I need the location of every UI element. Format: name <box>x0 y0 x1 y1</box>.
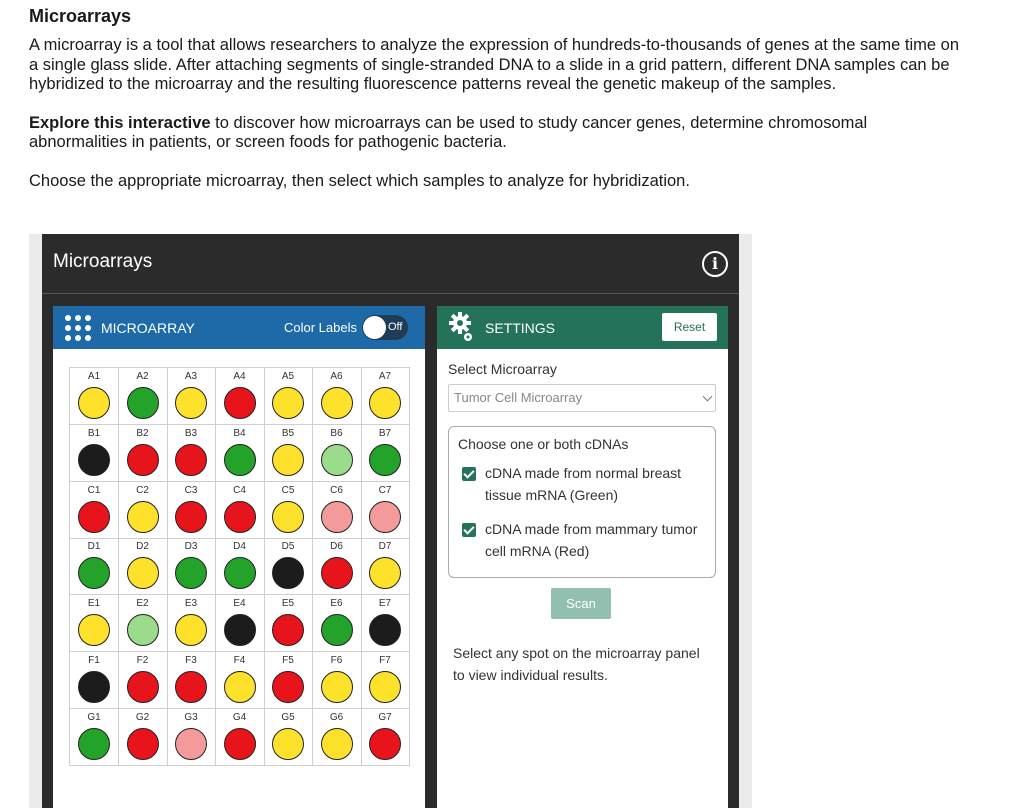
spot-label: C6 <box>330 484 343 496</box>
spot-label: D6 <box>330 541 343 553</box>
grid-dots-icon <box>65 315 91 341</box>
microarray-panel-title: MICROARRAY <box>101 320 195 336</box>
spot-label: E2 <box>136 598 149 610</box>
spot-cell-b7[interactable] <box>361 425 410 482</box>
microarray-spot[interactable] <box>175 501 207 533</box>
spot-cell-f2[interactable] <box>119 652 168 709</box>
spot-cell-a5[interactable] <box>264 368 313 425</box>
microarray-select-value: Tumor Cell Microarray <box>454 390 583 405</box>
spot-label: A2 <box>136 371 149 382</box>
spot-cell-e4[interactable] <box>216 595 265 652</box>
spot-label: A6 <box>330 371 343 382</box>
microarray-spot[interactable] <box>369 614 401 646</box>
spot-label: C4 <box>233 484 246 496</box>
spot-label: C3 <box>184 484 198 496</box>
spot-cell-b1[interactable] <box>70 425 119 482</box>
spot-label: F3 <box>185 655 197 666</box>
microarray-spot[interactable] <box>127 728 159 760</box>
spot-label: F6 <box>330 655 343 666</box>
microarray-spot[interactable] <box>272 614 304 646</box>
spot-cell-c2[interactable] <box>119 482 168 539</box>
spot-label: E1 <box>87 598 101 610</box>
microarray-spot[interactable] <box>224 444 256 476</box>
microarray-spot[interactable] <box>127 671 159 703</box>
microarray-spot[interactable] <box>272 728 304 760</box>
spot-label: F4 <box>233 655 246 666</box>
spot-label: E7 <box>378 598 392 610</box>
info-icon[interactable]: i <box>702 251 728 277</box>
spot-cell-b5[interactable] <box>264 425 313 482</box>
spot-label: C2 <box>136 484 149 496</box>
cdna-tumor-label: cDNA made from mammary tumor cell mRNA (Red) <box>485 521 698 559</box>
spot-label: F7 <box>379 655 391 666</box>
spot-label: G4 <box>232 711 247 723</box>
microarray-spot[interactable] <box>175 557 207 589</box>
spot-cell-c7[interactable] <box>361 482 410 539</box>
microarrays-app <box>42 234 739 808</box>
spot-cell-a1[interactable] <box>70 368 119 425</box>
cdna-normal-option[interactable] <box>462 462 712 506</box>
cdna-options-box <box>448 426 716 578</box>
intro-paragraph: A microarray is a tool that allows researchers to analyze the expression of hundreds-to-thousands of genes at the same time on a single glass slide. After attaching segments of single-stranded DNA to a slide in a grid pattern, different DNA samples can be hybridized to the microarray and the resulting fluorescence patterns reveal the genetic makeup of the samples. <box>29 36 959 93</box>
spot-label: E6 <box>330 598 343 610</box>
spot-cell-e5[interactable] <box>264 595 313 652</box>
microarray-spot[interactable] <box>224 387 256 419</box>
cdna-tumor-option[interactable] <box>462 518 712 562</box>
spot-cell-f1[interactable] <box>70 652 119 709</box>
cdna-normal-label: cDNA made from normal breast tissue mRNA (Green) <box>485 465 682 503</box>
spot-cell-g5[interactable] <box>264 709 313 766</box>
spot-cell-b4[interactable] <box>216 425 265 482</box>
microarray-spot[interactable] <box>78 444 110 476</box>
microarray-spot[interactable] <box>78 501 110 533</box>
microarray-spot[interactable] <box>321 444 353 476</box>
spot-cell-a2[interactable] <box>119 368 168 425</box>
explore-paragraph <box>29 114 969 153</box>
microarray-panel-header <box>53 306 425 349</box>
spot-label: A3 <box>184 371 198 382</box>
spot-label: B3 <box>184 427 198 439</box>
spot-label: B5 <box>281 427 295 439</box>
spot-cell-d7[interactable] <box>361 538 410 595</box>
spot-label: B7 <box>378 427 392 439</box>
spot-label: D3 <box>184 541 198 553</box>
microarray-spot[interactable] <box>369 671 401 703</box>
spot-cell-a4[interactable] <box>216 368 265 425</box>
spot-cell-a6[interactable] <box>313 368 362 425</box>
microarray-spot[interactable] <box>78 614 110 646</box>
microarray-spot[interactable] <box>272 444 304 476</box>
microarray-spot[interactable] <box>369 444 401 476</box>
spot-cell-g6[interactable] <box>313 709 362 766</box>
microarray-spot[interactable] <box>272 501 304 533</box>
microarray-spot[interactable] <box>369 557 401 589</box>
microarray-spot[interactable] <box>224 614 256 646</box>
spot-label: D7 <box>378 541 392 553</box>
spot-cell-g4[interactable] <box>216 709 265 766</box>
checkbox-checked-icon[interactable] <box>462 523 476 537</box>
color-labels-label: Color Labels <box>284 320 357 335</box>
spot-label: G2 <box>135 711 150 723</box>
spot-cell-a7[interactable] <box>361 368 410 425</box>
microarray-spot[interactable] <box>78 557 110 589</box>
spot-label: A5 <box>281 371 295 382</box>
spot-cell-e3[interactable] <box>167 595 216 652</box>
instruction-text: Choose the appropriate microarray, then select which samples to analyze for hybridization. <box>29 171 690 190</box>
intro-section <box>29 0 969 191</box>
microarray-spot[interactable] <box>369 501 401 533</box>
microarray-spot[interactable] <box>78 671 110 703</box>
microarray-spot[interactable] <box>175 671 207 703</box>
microarray-spot[interactable] <box>272 557 304 589</box>
microarray-spot[interactable] <box>321 728 353 760</box>
toggle-state-label: Off <box>388 321 403 333</box>
spot-cell-g3[interactable] <box>167 709 216 766</box>
spot-label: D1 <box>87 541 101 553</box>
spot-cell-c4[interactable] <box>216 482 265 539</box>
microarray-spot[interactable] <box>224 671 256 703</box>
spot-label: G1 <box>87 711 101 723</box>
microarray-select[interactable] <box>448 384 716 412</box>
spot-cell-f7[interactable] <box>361 652 410 709</box>
microarray-spot[interactable] <box>224 728 256 760</box>
spot-label: D4 <box>233 541 246 553</box>
microarray-spot[interactable] <box>175 728 207 760</box>
spot-label: E5 <box>281 598 295 610</box>
spot-label: B6 <box>330 427 343 439</box>
spot-label: G5 <box>281 711 295 723</box>
spot-cell-d6[interactable] <box>313 538 362 595</box>
microarray-spot[interactable] <box>369 387 401 419</box>
spot-label: B4 <box>233 427 246 439</box>
microarray-spot[interactable] <box>78 728 110 760</box>
microarray-spot[interactable] <box>175 444 207 476</box>
spot-label: E4 <box>233 598 246 610</box>
spot-cell-d5[interactable] <box>264 538 313 595</box>
hint-text: Select any spot on the microarray panel to view individual results. <box>453 645 700 683</box>
spot-cell-d3[interactable] <box>167 538 216 595</box>
microarray-grid <box>69 367 410 766</box>
microarray-spot[interactable] <box>321 614 353 646</box>
color-labels-toggle[interactable] <box>362 315 408 340</box>
spot-label: B1 <box>87 427 101 439</box>
spot-label: G3 <box>184 711 198 723</box>
spot-label: B2 <box>136 427 149 439</box>
microarray-spot[interactable] <box>369 728 401 760</box>
app-title: Microarrays <box>53 251 153 272</box>
app-header <box>42 234 739 294</box>
interactive-widget <box>29 234 752 808</box>
microarray-spot[interactable] <box>175 387 207 419</box>
spot-label: G7 <box>378 711 392 723</box>
spot-label: G6 <box>329 711 344 723</box>
microarray-spot[interactable] <box>127 501 159 533</box>
microarray-spot[interactable] <box>127 614 159 646</box>
explore-text: to discover how microarrays can be used to study cancer genes, determine chromosomal abnormalities in patients, or screen foods for pathogenic bacteria. <box>29 113 868 151</box>
cdna-options-title: Choose one or both cDNAs <box>458 436 629 452</box>
spot-cell-c3[interactable] <box>167 482 216 539</box>
spot-cell-e1[interactable] <box>70 595 119 652</box>
explore-bold-text: Explore this interactive <box>29 113 211 132</box>
spot-cell-b3[interactable] <box>167 425 216 482</box>
microarray-spot[interactable] <box>321 557 353 589</box>
spot-label: E3 <box>184 598 198 610</box>
gear-icon <box>448 310 474 344</box>
microarray-spot[interactable] <box>272 387 304 419</box>
spot-label: A4 <box>233 371 246 382</box>
settings-panel-header <box>437 306 728 349</box>
spot-label: F2 <box>136 655 149 666</box>
spot-cell-f3[interactable] <box>167 652 216 709</box>
page-title: Microarrays <box>29 6 132 26</box>
settings-panel-title: SETTINGS <box>485 320 556 336</box>
microarray-spot[interactable] <box>127 444 159 476</box>
spot-label: F5 <box>282 655 294 666</box>
spot-cell-e2[interactable] <box>119 595 168 652</box>
spot-label: C1 <box>87 484 101 496</box>
reset-button[interactable]: Reset <box>662 313 717 341</box>
spot-cell-d2[interactable] <box>119 538 168 595</box>
scan-button[interactable]: Scan <box>551 588 611 619</box>
microarray-spot[interactable] <box>175 614 207 646</box>
spot-label: A7 <box>378 371 392 382</box>
spot-label: A1 <box>87 371 101 382</box>
spot-cell-b2[interactable] <box>119 425 168 482</box>
spot-cell-e7[interactable] <box>361 595 410 652</box>
spot-label: F1 <box>88 655 100 666</box>
spot-cell-c5[interactable] <box>264 482 313 539</box>
spot-cell-b6[interactable] <box>313 425 362 482</box>
spot-cell-e6[interactable] <box>313 595 362 652</box>
microarray-spot[interactable] <box>321 501 353 533</box>
chevron-down-icon <box>703 392 713 402</box>
toggle-knob <box>363 316 386 339</box>
spot-label: C5 <box>281 484 295 496</box>
spot-cell-c1[interactable] <box>70 482 119 539</box>
microarray-spot[interactable] <box>224 557 256 589</box>
checkbox-checked-icon[interactable] <box>462 467 476 481</box>
spot-label: C7 <box>378 484 392 496</box>
spot-cell-d1[interactable] <box>70 538 119 595</box>
spot-cell-g2[interactable] <box>119 709 168 766</box>
spot-label: D2 <box>136 541 149 553</box>
spot-cell-a3[interactable] <box>167 368 216 425</box>
spot-cell-f6[interactable] <box>313 652 362 709</box>
microarray-spot[interactable] <box>272 671 304 703</box>
microarray-spot[interactable] <box>127 387 159 419</box>
spot-cell-g1[interactable] <box>70 709 119 766</box>
settings-panel <box>437 306 728 808</box>
microarray-spot[interactable] <box>321 387 353 419</box>
spot-cell-d4[interactable] <box>216 538 265 595</box>
spot-label: D5 <box>281 541 295 553</box>
spot-cell-c6[interactable] <box>313 482 362 539</box>
microarray-panel <box>53 306 425 808</box>
microarray-spot[interactable] <box>224 501 256 533</box>
spot-cell-f4[interactable] <box>216 652 265 709</box>
microarray-spot[interactable] <box>321 671 353 703</box>
microarray-spot[interactable] <box>78 387 110 419</box>
spot-cell-g7[interactable] <box>361 709 410 766</box>
microarray-spot[interactable] <box>127 557 159 589</box>
select-microarray-label: Select Microarray <box>448 361 557 377</box>
spot-cell-f5[interactable] <box>264 652 313 709</box>
